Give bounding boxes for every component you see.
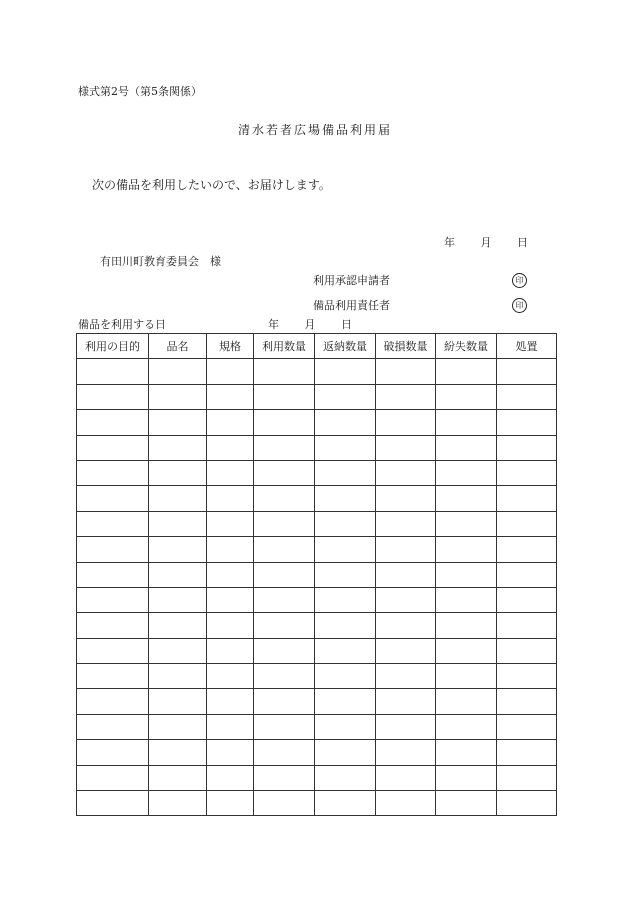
- table-cell[interactable]: [77, 765, 149, 790]
- table-cell[interactable]: [376, 435, 436, 460]
- table-cell[interactable]: [497, 486, 557, 511]
- table-cell[interactable]: [315, 791, 376, 816]
- table-cell[interactable]: [207, 791, 254, 816]
- table-cell[interactable]: [254, 765, 315, 790]
- table-cell[interactable]: [207, 435, 254, 460]
- header-damaged-qty: 破損数量: [376, 334, 436, 359]
- table-cell[interactable]: [315, 460, 376, 485]
- table-cell[interactable]: [376, 410, 436, 435]
- table-cell[interactable]: [77, 511, 149, 536]
- table-cell[interactable]: [207, 638, 254, 663]
- use-date-day-label: 日: [341, 318, 352, 331]
- document-title: 清水若者広場備品利用届: [237, 123, 392, 137]
- table-cell[interactable]: [149, 460, 207, 485]
- table-cell[interactable]: [149, 562, 207, 587]
- table-cell[interactable]: [497, 359, 557, 384]
- table-cell[interactable]: [207, 765, 254, 790]
- seal-icon: 印: [512, 298, 527, 313]
- table-cell[interactable]: [207, 359, 254, 384]
- table-cell[interactable]: [315, 638, 376, 663]
- table-cell[interactable]: [254, 638, 315, 663]
- table-cell[interactable]: [254, 791, 315, 816]
- table-row: [77, 435, 557, 460]
- table-cell[interactable]: [207, 460, 254, 485]
- header-use-qty: 利用数量: [254, 334, 315, 359]
- table-cell[interactable]: [497, 740, 557, 765]
- table-cell[interactable]: [254, 384, 315, 409]
- table-cell[interactable]: [497, 689, 557, 714]
- table-cell[interactable]: [315, 740, 376, 765]
- table-cell[interactable]: [436, 689, 497, 714]
- table-row: [77, 359, 557, 384]
- table-cell[interactable]: [149, 765, 207, 790]
- table-cell[interactable]: [77, 613, 149, 638]
- table-cell[interactable]: [77, 486, 149, 511]
- table-cell[interactable]: [497, 791, 557, 816]
- table-cell[interactable]: [254, 486, 315, 511]
- table-cell[interactable]: [376, 511, 436, 536]
- table-row: [77, 410, 557, 435]
- table-cell[interactable]: [315, 511, 376, 536]
- table-cell[interactable]: [149, 435, 207, 460]
- table-cell[interactable]: [149, 359, 207, 384]
- table-row: [77, 460, 557, 485]
- table-cell[interactable]: [77, 664, 149, 689]
- table-cell[interactable]: [207, 537, 254, 562]
- table-cell[interactable]: [497, 714, 557, 739]
- table-row: [77, 511, 557, 536]
- table-cell[interactable]: [315, 765, 376, 790]
- table-cell[interactable]: [254, 664, 315, 689]
- table-cell[interactable]: [436, 410, 497, 435]
- use-date-month-label: 月: [304, 318, 316, 331]
- table-cell[interactable]: [149, 689, 207, 714]
- table-cell[interactable]: [315, 613, 376, 638]
- table-cell[interactable]: [436, 791, 497, 816]
- table-cell[interactable]: [207, 511, 254, 536]
- table-cell[interactable]: [436, 460, 497, 485]
- form-number: 様式第2号（第5条関係）: [78, 85, 202, 98]
- table-cell[interactable]: [207, 714, 254, 739]
- table-cell[interactable]: [436, 486, 497, 511]
- table-row: [77, 791, 557, 816]
- table-cell[interactable]: [315, 384, 376, 409]
- table-row: [77, 562, 557, 587]
- table-row: [77, 740, 557, 765]
- table-cell[interactable]: [315, 486, 376, 511]
- table-row: [77, 384, 557, 409]
- table-cell[interactable]: [436, 664, 497, 689]
- table-cell[interactable]: [207, 562, 254, 587]
- table-cell[interactable]: [149, 740, 207, 765]
- table-cell[interactable]: [376, 740, 436, 765]
- table-cell[interactable]: [207, 689, 254, 714]
- equipment-table: [76, 333, 557, 816]
- table-cell[interactable]: [149, 384, 207, 409]
- table-cell[interactable]: [207, 587, 254, 612]
- use-date: [268, 319, 352, 330]
- table-cell[interactable]: [254, 562, 315, 587]
- table-cell[interactable]: [149, 714, 207, 739]
- table-cell[interactable]: [315, 689, 376, 714]
- table-cell[interactable]: [77, 460, 149, 485]
- date-year-label: 年: [444, 236, 455, 249]
- table-cell[interactable]: [254, 689, 315, 714]
- intro-text: 次の備品を利用したいので、お届けします。: [92, 178, 331, 192]
- table-cell[interactable]: [436, 714, 497, 739]
- table-cell[interactable]: [254, 359, 315, 384]
- header-disposition: 処置: [497, 334, 557, 359]
- seal-icon: 印: [512, 273, 527, 288]
- table-cell[interactable]: [315, 587, 376, 612]
- table-cell[interactable]: [436, 359, 497, 384]
- table-cell[interactable]: [315, 359, 376, 384]
- table-cell[interactable]: [77, 435, 149, 460]
- table-cell[interactable]: [207, 613, 254, 638]
- responsible-person-label: 備品利用責任者: [313, 299, 390, 312]
- table-cell[interactable]: [436, 562, 497, 587]
- table-cell[interactable]: [376, 460, 436, 485]
- table-cell[interactable]: [497, 613, 557, 638]
- table-row: [77, 689, 557, 714]
- table-cell[interactable]: [254, 587, 315, 612]
- table-cell[interactable]: [149, 664, 207, 689]
- table-cell[interactable]: [376, 638, 436, 663]
- table-cell[interactable]: [254, 740, 315, 765]
- applicant-label: 利用承認申請者: [313, 274, 390, 287]
- table-cell[interactable]: [77, 638, 149, 663]
- table-cell[interactable]: [77, 587, 149, 612]
- table-cell[interactable]: [436, 587, 497, 612]
- table-cell[interactable]: [77, 689, 149, 714]
- table-row: [77, 765, 557, 790]
- table-cell[interactable]: [149, 613, 207, 638]
- table-cell[interactable]: [497, 410, 557, 435]
- use-date-label: 備品を利用する日: [78, 318, 166, 331]
- table-cell[interactable]: [315, 410, 376, 435]
- table-cell[interactable]: [436, 435, 497, 460]
- table-cell[interactable]: [315, 562, 376, 587]
- date-day-label: 日: [517, 236, 528, 249]
- table-cell[interactable]: [376, 613, 436, 638]
- table-cell[interactable]: [149, 486, 207, 511]
- table-cell[interactable]: [497, 511, 557, 536]
- table-cell[interactable]: [376, 359, 436, 384]
- table-cell[interactable]: [436, 740, 497, 765]
- date-month-label: 月: [480, 236, 492, 249]
- table-row: [77, 664, 557, 689]
- table-cell[interactable]: [436, 638, 497, 663]
- table-cell[interactable]: [497, 664, 557, 689]
- table-cell[interactable]: [376, 486, 436, 511]
- header-lost-qty: 紛失数量: [436, 334, 497, 359]
- table-cell[interactable]: [376, 765, 436, 790]
- table-cell[interactable]: [149, 587, 207, 612]
- table-row: [77, 714, 557, 739]
- use-date-year-label: 年: [268, 318, 279, 331]
- submission-date: [444, 237, 528, 248]
- table-cell[interactable]: [77, 791, 149, 816]
- table-cell[interactable]: [254, 410, 315, 435]
- table-cell[interactable]: [254, 435, 315, 460]
- table-cell[interactable]: [315, 664, 376, 689]
- table-cell[interactable]: [254, 460, 315, 485]
- table-cell[interactable]: [207, 384, 254, 409]
- header-spec: 規格: [207, 334, 254, 359]
- table-cell[interactable]: [77, 384, 149, 409]
- table-cell[interactable]: [376, 587, 436, 612]
- table-cell[interactable]: [497, 460, 557, 485]
- table-cell[interactable]: [376, 689, 436, 714]
- table-cell[interactable]: [376, 714, 436, 739]
- table-cell[interactable]: [436, 765, 497, 790]
- table-cell[interactable]: [497, 562, 557, 587]
- table-cell[interactable]: [207, 664, 254, 689]
- table-row: [77, 638, 557, 663]
- table-cell[interactable]: [315, 537, 376, 562]
- table-header-row: [77, 334, 557, 359]
- table-cell[interactable]: [207, 410, 254, 435]
- addressee: 有田川町教育委員会 様: [100, 255, 221, 268]
- table-cell[interactable]: [149, 511, 207, 536]
- table-cell[interactable]: [149, 638, 207, 663]
- table-row: [77, 537, 557, 562]
- header-return-qty: 返納数量: [315, 334, 376, 359]
- table-cell[interactable]: [77, 714, 149, 739]
- table-cell[interactable]: [77, 740, 149, 765]
- table-cell[interactable]: [436, 613, 497, 638]
- table-body: [77, 359, 557, 816]
- table-cell[interactable]: [207, 486, 254, 511]
- table-cell[interactable]: [497, 435, 557, 460]
- table-cell[interactable]: [77, 537, 149, 562]
- table-cell[interactable]: [315, 435, 376, 460]
- table-cell[interactable]: [77, 410, 149, 435]
- table-cell[interactable]: [436, 384, 497, 409]
- table-cell[interactable]: [77, 359, 149, 384]
- table-cell[interactable]: [436, 537, 497, 562]
- table-cell[interactable]: [376, 791, 436, 816]
- table-cell[interactable]: [497, 537, 557, 562]
- header-item-name: 品名: [149, 334, 207, 359]
- table-cell[interactable]: [376, 562, 436, 587]
- table-row: [77, 587, 557, 612]
- table-cell[interactable]: [497, 765, 557, 790]
- header-purpose: 利用の目的: [77, 334, 149, 359]
- table-cell[interactable]: [254, 537, 315, 562]
- table-cell[interactable]: [77, 562, 149, 587]
- table-cell[interactable]: [436, 511, 497, 536]
- table-cell[interactable]: [149, 791, 207, 816]
- table-cell[interactable]: [376, 384, 436, 409]
- table-cell[interactable]: [149, 410, 207, 435]
- table-row: [77, 486, 557, 511]
- table-cell[interactable]: [254, 511, 315, 536]
- table-cell[interactable]: [149, 537, 207, 562]
- table-cell[interactable]: [376, 537, 436, 562]
- table-cell[interactable]: [497, 587, 557, 612]
- table-cell[interactable]: [315, 714, 376, 739]
- table-cell[interactable]: [254, 613, 315, 638]
- table-cell[interactable]: [376, 664, 436, 689]
- table-cell[interactable]: [254, 714, 315, 739]
- table-cell[interactable]: [207, 740, 254, 765]
- table-row: [77, 613, 557, 638]
- table-cell[interactable]: [497, 384, 557, 409]
- table-cell[interactable]: [497, 638, 557, 663]
